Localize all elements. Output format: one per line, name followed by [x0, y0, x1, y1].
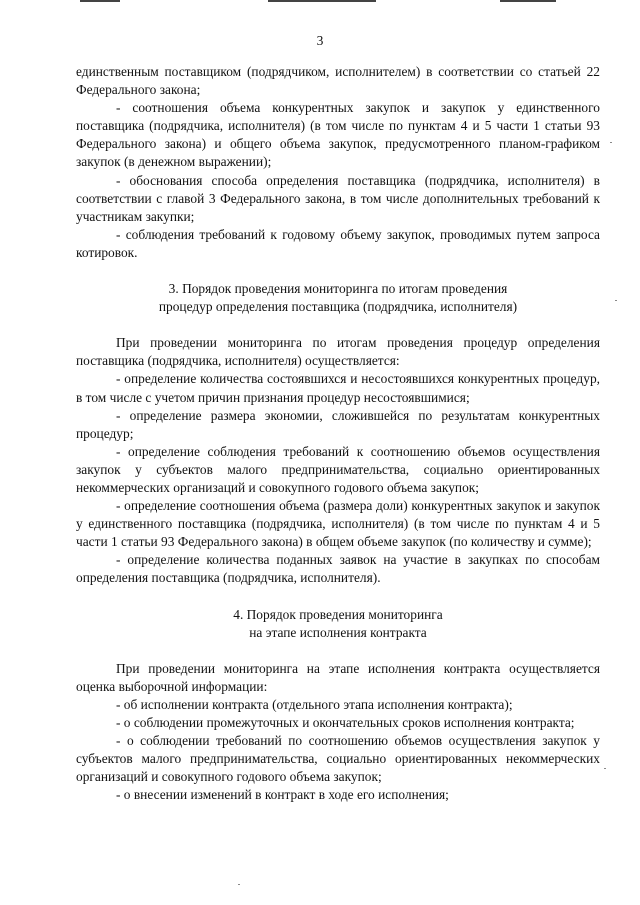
section-3-paragraph: - определение количества состоявшихся и несостоявшихся конкурентных процедур, в том числе с учетом причин признания процедур несостоявшимися; — [76, 371, 600, 405]
section-4-heading-line-1: 4. Порядок проведения мониторинга — [233, 606, 443, 622]
section-4-paragraph: - о соблюдении требований по соотношению объемов осуществления закупок у субъектов малого предпринимательства, социально ориентированных некоммерческих организаций и совокупного годового объема закупок; — [76, 733, 600, 785]
section-3-paragraph: - определение количества поданных заявок на участие в закупках по способам определения поставщика (подрядчика, исполнителя). — [76, 552, 600, 586]
section-4-heading-line-2: на этапе исполнения контракта — [249, 624, 427, 640]
scan-speck — [604, 768, 606, 769]
section-3-paragraph: - определение соотношения объема (размера доли) конкурентных закупок и закупок у единственного поставщика (подрядчика, исполнителя) (в том числе по пунктам 4 и 5 части 1 статьи 93 Федерального закона) в общем объеме закупок (по количеству и сумме); — [76, 498, 600, 550]
intro-paragraph: единственным поставщиком (подрядчиком, исполнителем) в соответствии со статьей 22 Федерального закона; — [76, 64, 600, 98]
section-3-paragraph: - определение соблюдения требований к соотношению объемов осуществления закупок у субъектов малого предпринимательства, социально ориентированных некоммерческих организаций и совокупного годового объема закупок; — [76, 443, 600, 495]
top-edge-mark — [268, 0, 376, 2]
scan-speck — [610, 142, 612, 143]
section-4-paragraph: - о внесении изменений в контракт в ходе его исполнения; — [116, 787, 449, 803]
intro-paragraph: - соблюдения требований к годовому объему закупок, проводимых путем запроса котировок. — [76, 226, 600, 260]
intro-paragraph: - соотношения объема конкурентных закупок и закупок у единственного поставщика (подрядчика, исполнителя) (в том числе по пунктам 4 и 5 части 1 статьи 93 Федерального закона) и общего объема закупок, предусмотренного планом-графиком закупок (в денежном выражении); — [76, 100, 600, 170]
top-edge-mark — [500, 0, 556, 2]
intro-paragraph: - обоснования способа определения поставщика (подрядчика, исполнителя) в соответствии с главой 3 Федерального закона, в том числе дополнительных требований к участникам закупки; — [76, 172, 600, 224]
scan-speck — [615, 300, 617, 301]
section-3-paragraph: При проведении мониторинга по итогам проведения процедур определения поставщика (подрядчика, исполнителя) осуществляется: — [76, 335, 600, 369]
page-number: 3 — [316, 33, 324, 48]
document-body — [76, 63, 600, 804]
section-4-paragraph: При проведении мониторинга на этапе исполнения контракта осуществляется оценка выборочной информации: — [76, 660, 600, 694]
section-3-paragraph: - определение размера экономии, сложившейся по результатам конкурентных процедур; — [76, 407, 600, 441]
top-edge-mark — [80, 0, 120, 2]
section-4-paragraph: - о соблюдении промежуточных и окончательных сроков исполнения контракта; — [116, 715, 575, 730]
section-4-paragraph: - об исполнении контракта (отдельного этапа исполнения контракта); — [116, 696, 513, 712]
section-3-heading-line-1: 3. Порядок проведения мониторинга по итогам проведения — [168, 281, 508, 297]
scan-speck — [238, 884, 240, 885]
section-3-heading-line-2: процедур определения поставщика (подрядчика, исполнителя) — [158, 299, 518, 315]
